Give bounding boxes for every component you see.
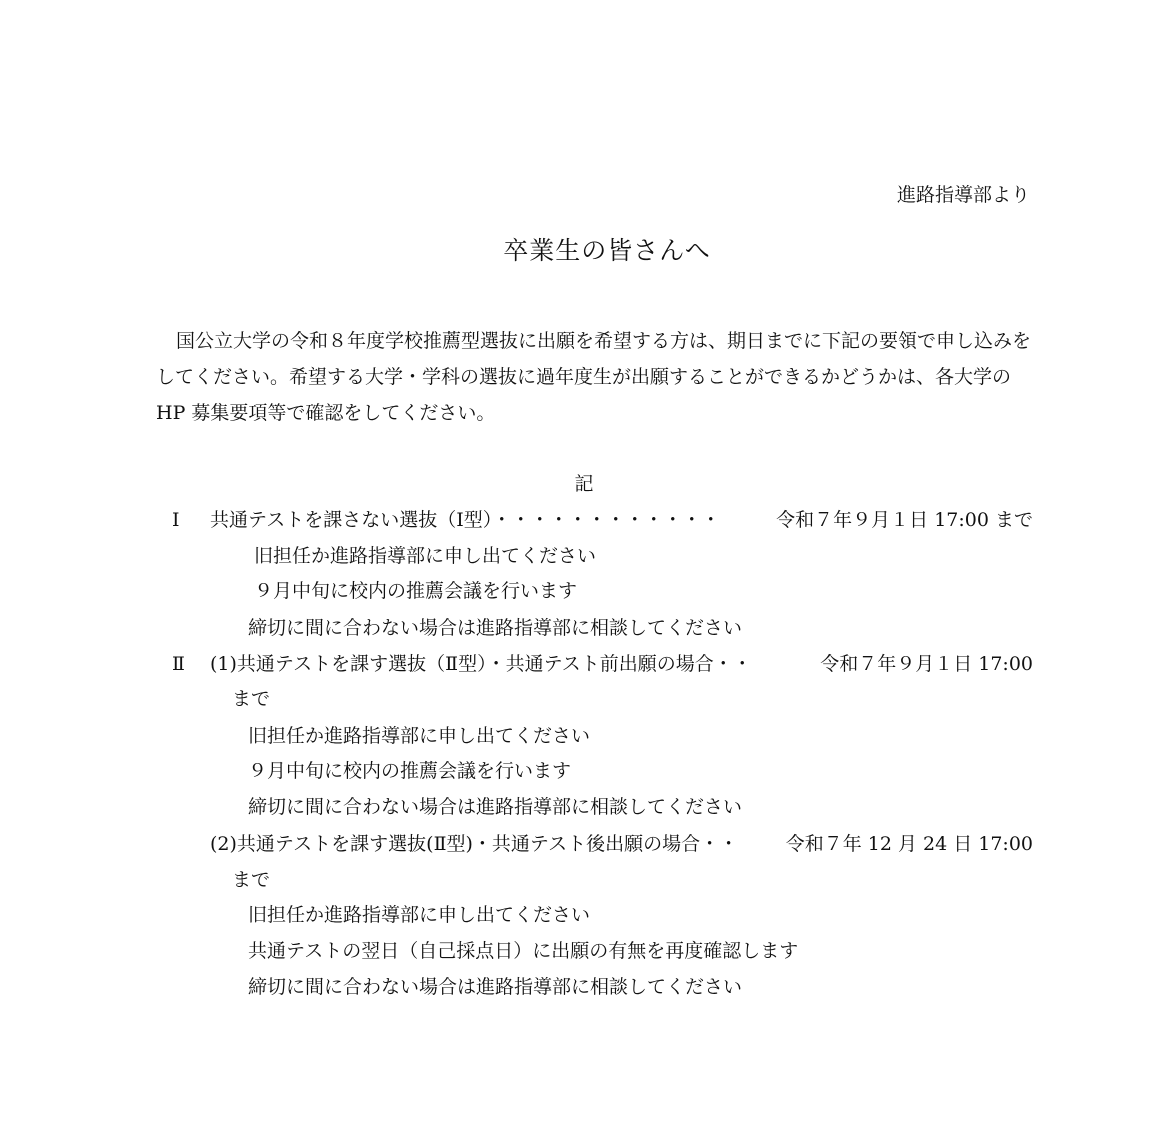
section1-item: ９月中旬に校内の推薦会議を行います: [254, 580, 578, 602]
section2-part2-deadline: 令和７年 12 月 24 日 17:00: [785, 833, 1033, 855]
section1-heading: 共通テストを課さない選抜（Ⅰ型）・・・・・・・・・・・・: [210, 509, 721, 531]
section1-number: Ⅰ: [172, 509, 180, 531]
section2-part1-deadline: 令和７年９月１日 17:00: [820, 653, 1033, 675]
section2-part1-deadline-cont: まで: [232, 688, 271, 710]
ki-heading: 記: [574, 473, 594, 495]
section2-part1-item: 旧担任か進路指導部に申し出てください: [248, 725, 591, 747]
page-title: 卒業生の皆さんへ: [503, 236, 711, 265]
section2-part2-heading: (2)共通テストを課す選抜(Ⅱ型)・共通テスト後出願の場合・・: [210, 833, 739, 855]
section1-item: 締切に間に合わない場合は進路指導部に相談してください: [248, 617, 743, 639]
section2-part1-item: 締切に間に合わない場合は進路指導部に相談してください: [248, 796, 743, 818]
sender-line: 進路指導部より: [896, 184, 1030, 206]
section2-part1-item: ９月中旬に校内の推薦会議を行います: [248, 760, 572, 782]
section2-part2-item: 締切に間に合わない場合は進路指導部に相談してください: [248, 976, 743, 998]
intro-paragraph: [156, 323, 1036, 431]
intro-text: 国公立大学の令和８年度学校推薦型選抜に出願を希望する方は、期日までに下記の要領で申し込みをしてください。希望する大学・学科の選抜に過年度生が出願することができるかどうかは、各大学の HP 募集要項等で確認をしてください。: [156, 330, 1032, 424]
section2-number: Ⅱ: [172, 653, 185, 675]
section2-part1-heading: (1)共通テストを課す選抜（Ⅱ型）・共通テスト前出願の場合・・: [210, 653, 752, 675]
section2-part2-deadline-cont: まで: [232, 869, 271, 891]
section1-deadline: 令和７年９月１日 17:00 まで: [776, 509, 1033, 531]
section2-part2-item: 共通テストの翌日（自己採点日）に出願の有無を再度確認します: [248, 940, 799, 962]
section2-part2-item: 旧担任か進路指導部に申し出てください: [248, 904, 591, 926]
section1-item: 旧担任か進路指導部に申し出てください: [254, 545, 597, 567]
